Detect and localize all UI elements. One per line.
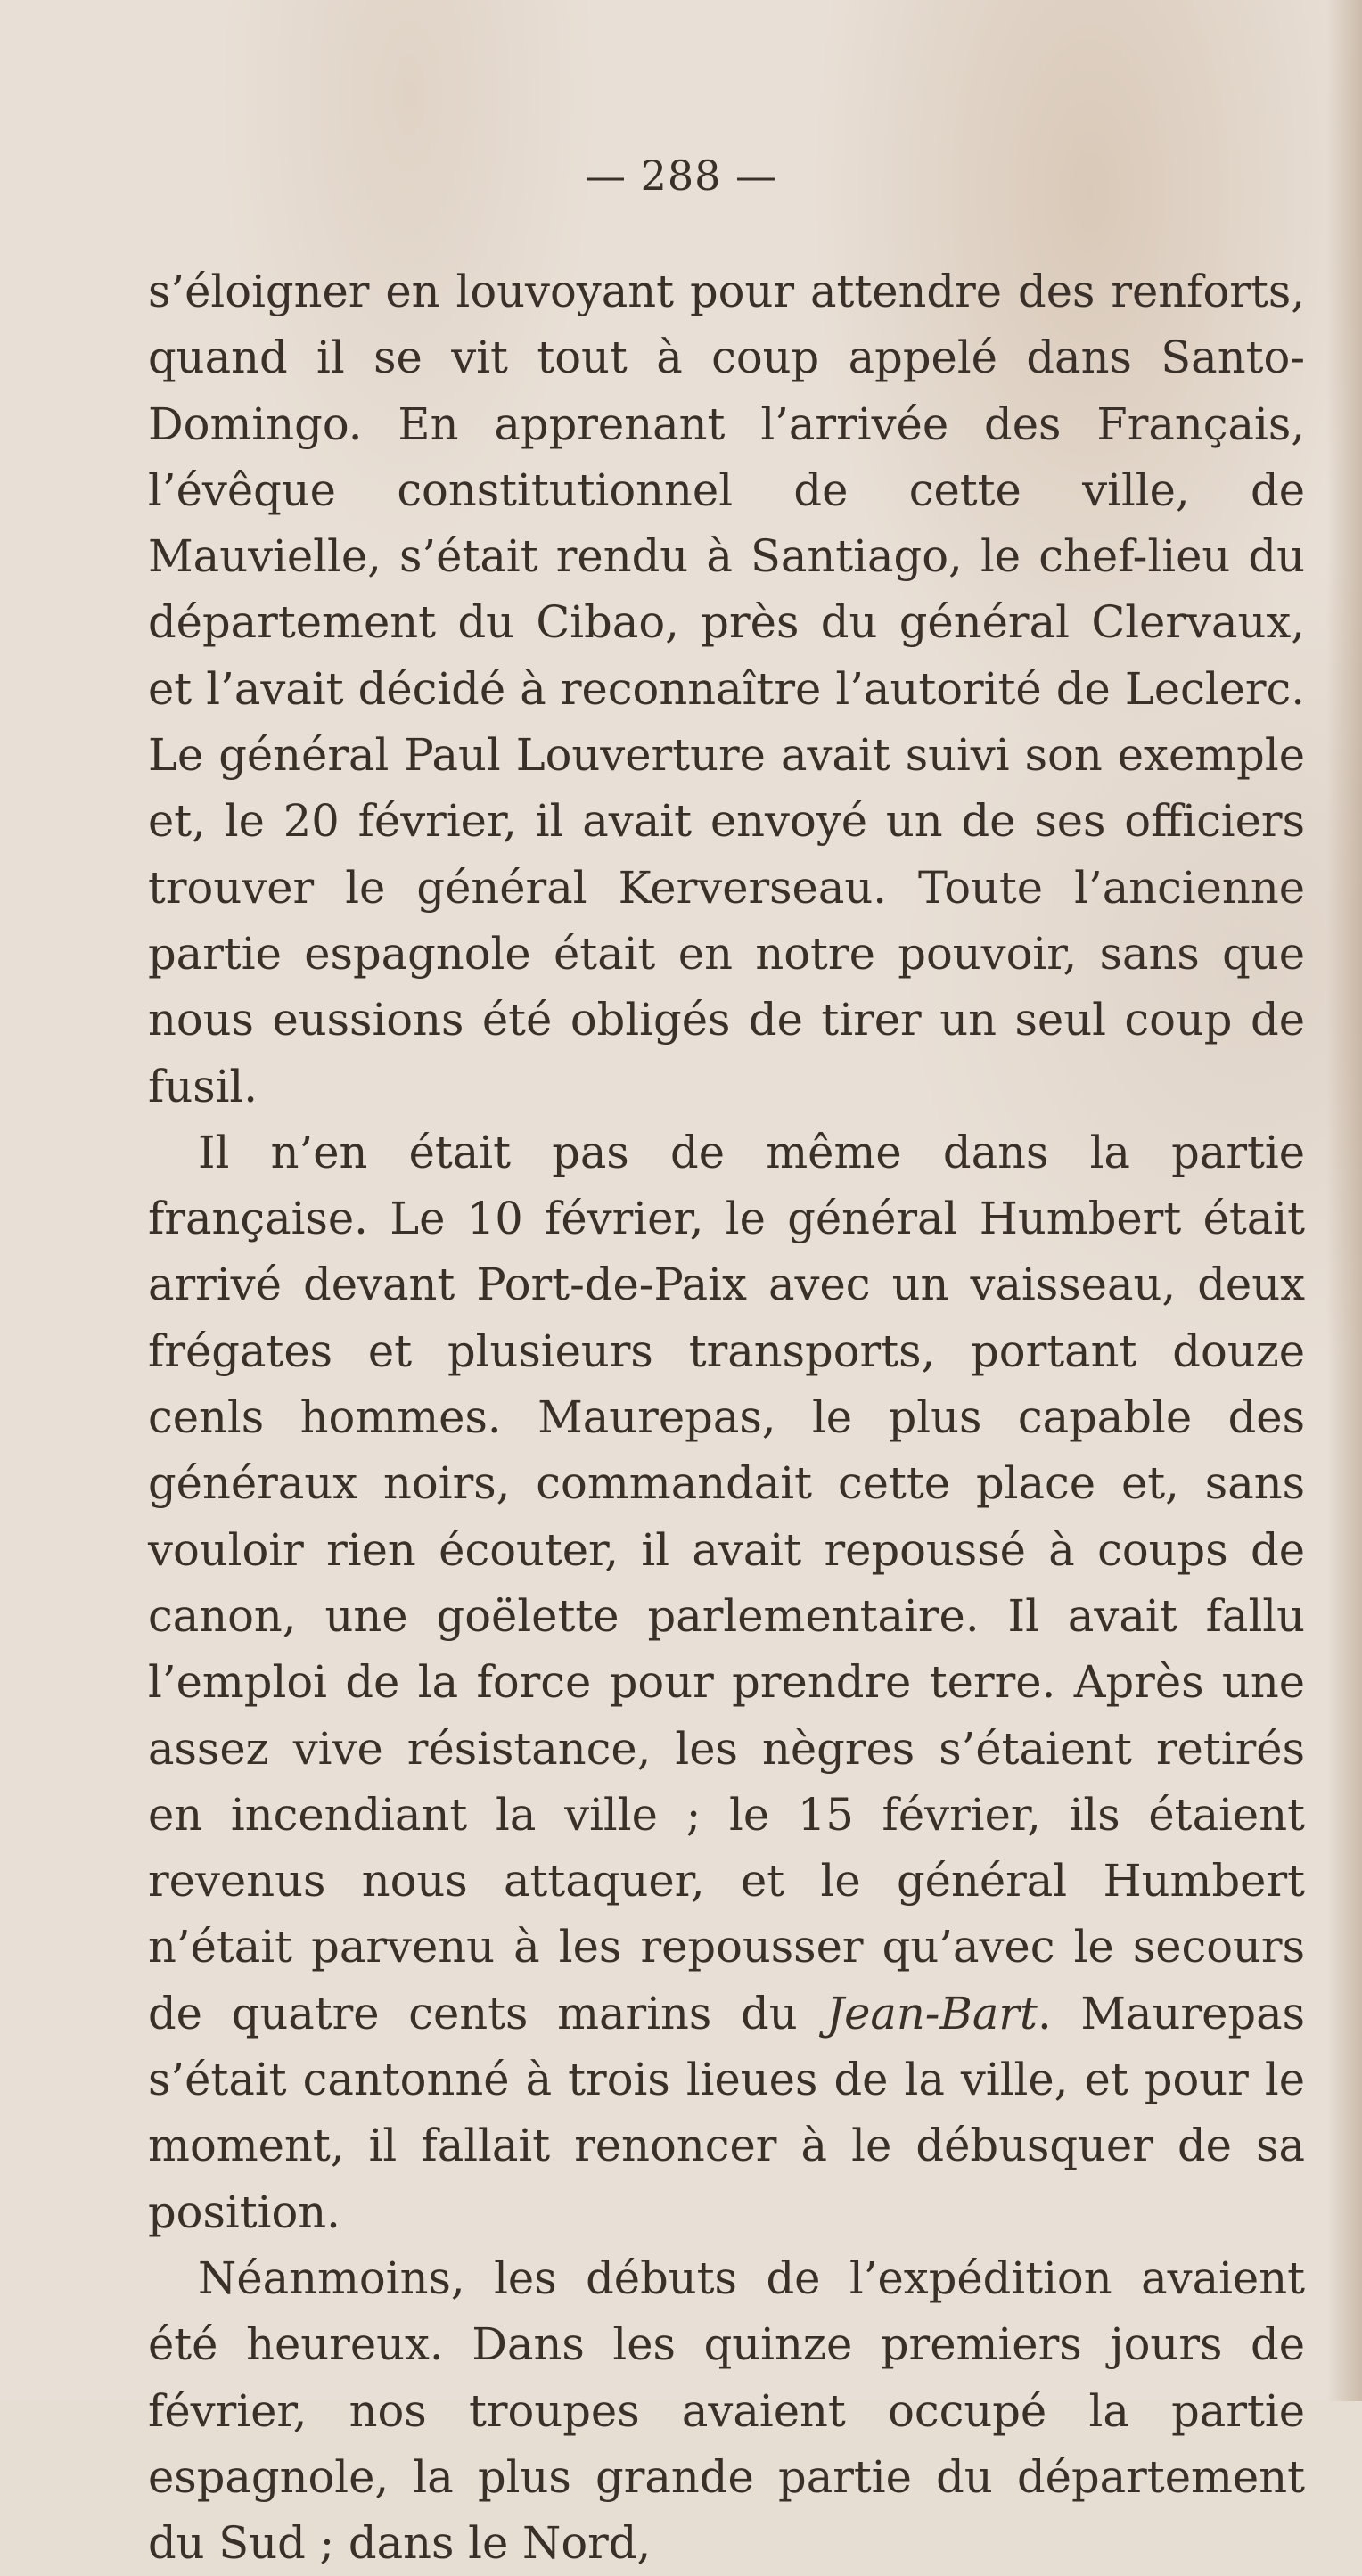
paragraph-2: [148, 1120, 1305, 2245]
paragraph-3: Néanmoins, les débuts de l’expédition avaient été heureux. Dans les quinze premiers jours de février, nos troupes avaient occupé la partie espagnole, la plus grande partie du département du Sud ; dans le Nord,: [148, 2252, 1305, 2570]
page-number: — 288 —: [584, 152, 778, 200]
page-edge-shadow: [1326, 0, 1362, 2401]
body-text: [148, 258, 1305, 2576]
paragraph-2-after: . Maurepas s’était cantonné à trois lieues de la ville, et pour le moment, il fallait renoncer à le débusquer de sa position.: [148, 1987, 1305, 2238]
ship-name: Jean-Bart: [826, 1987, 1038, 2039]
paragraph-2-before: Il n’en était pas de même dans la partie française. Le 10 février, le général Humbert était arrivé devant Port-de-Paix avec un vaisseau, deux frégates et plusieurs transports, portant douze cenls hommes. Maurepas, le plus capable des généraux noirs, commandait cette place et, sans vouloir rien écouter, il avait repoussé à coups de canon, une goëlette parlementaire. Il avait fallu l’emploi de la force pour prendre terre. Après une assez vive résistance, les nègres s’étaient retirés en incendiant la ville ; le 15 février, ils étaient revenus nous attaquer, et le général Humbert n’était parvenu à les repousser qu’avec le secours de quatre cents marins du: [148, 1126, 1305, 2039]
paragraph-1: s’éloigner en louvoyant pour attendre des renforts, quand il se vit tout à coup appelé dans Santo-Domingo. En apprenant l’arrivée des Français, l’évêque constitutionnel de cette ville, de Mauvielle, s’était rendu à Santiago, le chef-lieu du département du Cibao, près du général Clervaux, et l’avait décidé à reconnaître l’autorité de Leclerc. Le général Paul Louverture avait suivi son exemple et, le 20 février, il avait envoyé un de ses officiers trouver le général Kerverseau. Toute l’ancienne partie espagnole était en notre pouvoir, sans que nous eussions été obligés de tirer un seul coup de fusil.: [148, 266, 1305, 1112]
